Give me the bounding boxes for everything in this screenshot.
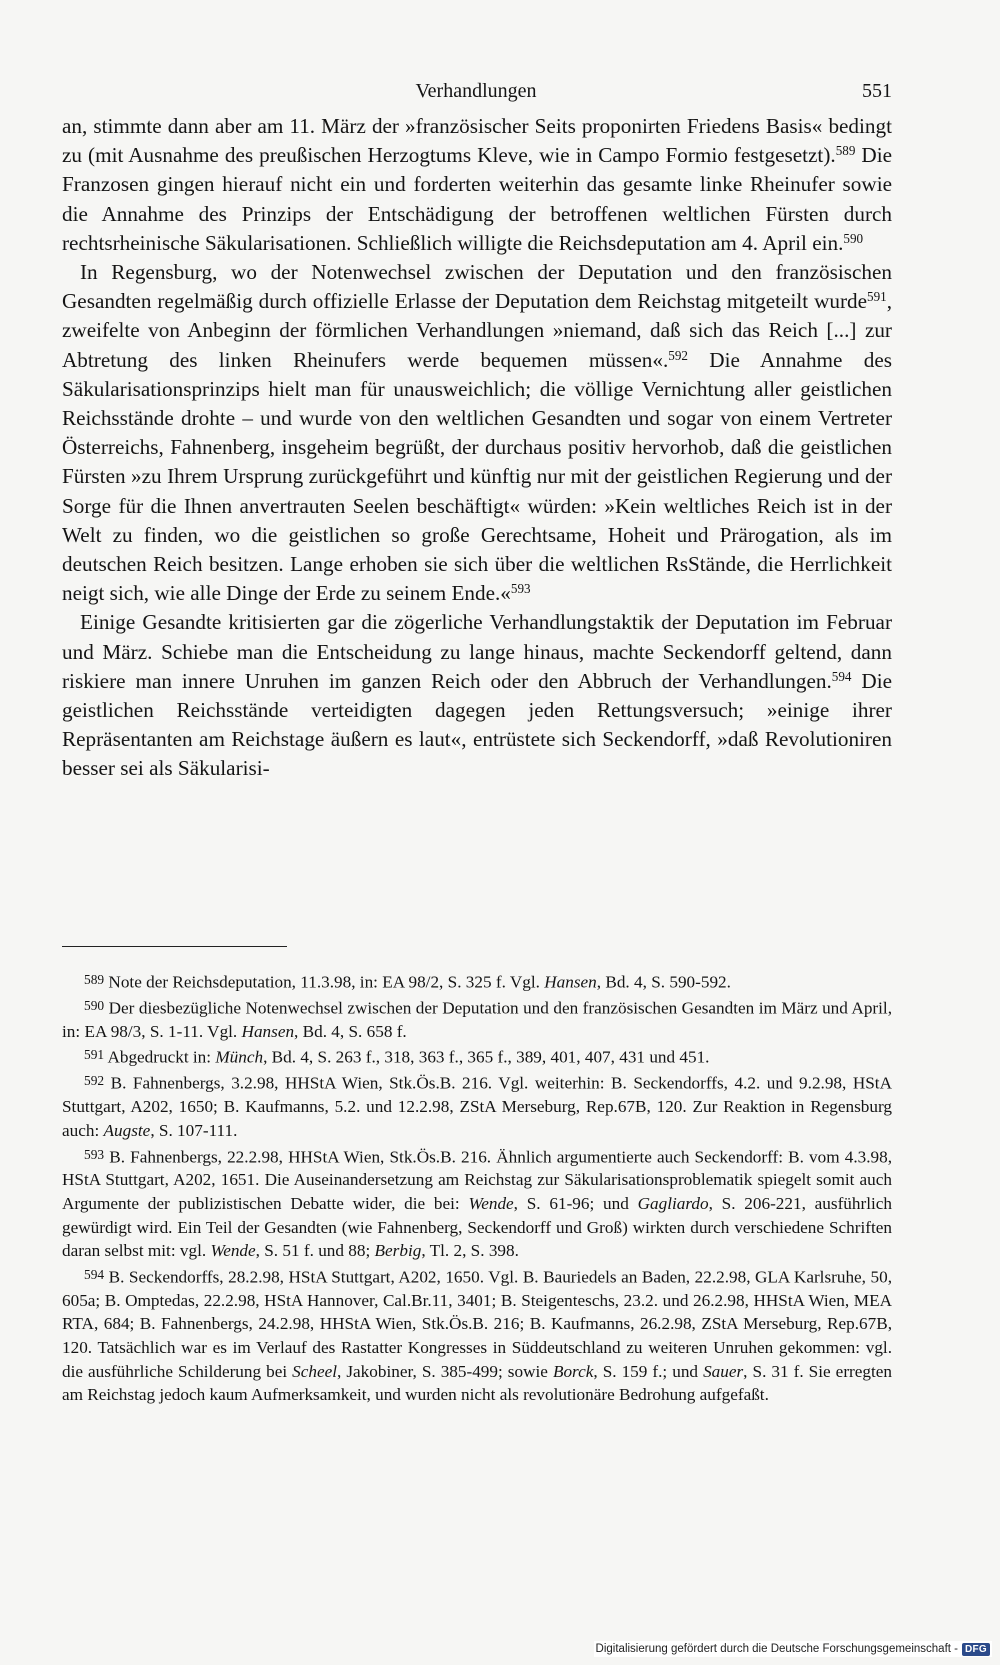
text-run: Die Annahme des Säkularisationsprinzips hielt man für unausweichlich; die völlige Vernichtung aller geistlichen Reichsstände drohte – und wurde von den weltlichen Gesandten und sogar von einem Vertreter Österreichs, Fahnenberg, insgeheim begrüßt, der durchaus positiv hervorhob, daß die geistlichen Fürsten »zu Ihrem Ursprung zurückgeführt und künftig nur mit der geistlichen Regierung und der Sorge für die Ihnen anvertrauten Seelen beschäftigt« würden: »Kein weltliches Reich ist in der Welt zu finden, wo die geistlichen so große Gerechtsame, Hoheit und Prärogation, als im deutschen Reich besitzen. Lange erhoben sie sich über die weltlichen RsStände, die Herrlichkeit neigt sich, wie alle Dinge der Erde zu seinem Ende.« xyxy=(62,347,892,606)
running-title: Verhandlungen xyxy=(415,80,537,102)
author-citation: Hansen xyxy=(241,1021,295,1041)
text-run: , S. 107-111. xyxy=(150,1120,238,1140)
text-run: , Bd. 4, S. 590-592. xyxy=(596,972,731,992)
footnote-593 xyxy=(62,1143,892,1263)
author-citation: Hansen xyxy=(544,972,597,992)
footnote-number: 594 xyxy=(84,1266,105,1282)
paragraph-3 xyxy=(62,608,892,783)
footnote-594 xyxy=(62,1263,892,1407)
text-run: Die Franzosen gingen hierauf nicht ein und forderten weiterhin das gesamte linke Rheinufer sowie die Annahme des Prinzips der Entschädigung der betroffenen weltlichen Fürsten durch rechtsrheinische Säkularisationen. Schließlich willigte die Reichsdeputation am 4. April ein. xyxy=(62,143,893,255)
page-header xyxy=(60,80,892,108)
text-run: B. Fahnenbergs, 22.2.98, HHStA Wien, Stk.Ös.B. 216. Ähnlich argumentierte auch Seckendorff: B. vom 4.3.98, HStA Stuttgart, A202, 1651. Die Auseinandersetzung am Reichstag zur Säkularisationsproblematik spiegelt somit auch Argumente der publizistischen Debatte wider, die bei: xyxy=(62,1146,892,1214)
author-citation: Gagliardo xyxy=(637,1194,709,1214)
footnote-number: 593 xyxy=(84,1146,105,1162)
funding-banner xyxy=(594,1641,992,1657)
author-citation: Scheel xyxy=(292,1361,338,1381)
text-run: In Regensburg, wo der Notenwechsel zwischen der Deputation und den französischen Gesandten regelmäßig durch offizielle Erlasse der Deputation dem Reichstag mitgeteilt wurde xyxy=(62,260,892,314)
page-number: 551 xyxy=(862,80,892,102)
footnote-number: 590 xyxy=(84,997,105,1013)
text-run: Einige Gesandte kritisierten gar die zögerliche Verhandlungstaktik der Deputation im Februar und März. Schiebe man die Entscheidung zu lange hinaus, machte Seckendorff geltend, dann riskiere man innere Unruhen im ganzen Reich oder den Abbruch der Verhandlungen. xyxy=(62,610,892,693)
text-run: , Bd. 4, S. 263 f., 318, 363 f., 365 f., 389, 401, 407, 431 und 451. xyxy=(263,1047,710,1067)
author-citation: Borck xyxy=(552,1361,594,1381)
author-citation: Münch xyxy=(215,1047,264,1067)
footnote-divider xyxy=(62,946,287,947)
footnote-ref-590[interactable]: 590 xyxy=(843,230,864,246)
text-run: , S. 51 f. und 88; xyxy=(255,1241,375,1261)
text-run: Der diesbezügliche Notenwechsel zwischen der Deputation und den französischen Gesandten im März und April, in: EA 98/3, S. 1-11. Vgl. xyxy=(62,998,892,1041)
footnote-ref-589[interactable]: 589 xyxy=(835,142,856,158)
author-citation: Augste xyxy=(103,1120,151,1140)
text-run: Abgedruckt in: xyxy=(104,1047,216,1067)
footnotes xyxy=(62,968,892,1407)
funding-text: Digitalisierung gefördert durch die Deutsche Forschungsgemeinschaft - xyxy=(595,1643,958,1655)
footnote-ref-592[interactable]: 592 xyxy=(668,347,688,363)
text-run: Die geistlichen Reichsstände verteidigten dagegen jeden Rettungsversuch; »einige ihrer Repräsentanten am Reichstage äußern es laut«, entrüstete sich Seckendorff, »daß Revolutioniren besser sei als Säkularisi- xyxy=(62,668,893,781)
footnote-number: 589 xyxy=(84,972,105,987)
text-run: , S. 31 f. Sie erregten am Reichstag jedoch kaum Aufmerksamkeit, und wurden nicht als revolutionäre Bedrohung aufgefaßt. xyxy=(62,1361,892,1405)
footnote-ref-591[interactable]: 591 xyxy=(867,289,887,304)
footnote-ref-594[interactable]: 594 xyxy=(831,668,852,684)
text-run: , zweifelte von Anbeginn der förmlichen Verhandlungen »niemand, daß sich das Reich [...] zur Abtretung des linken Rheinufers werde bequemen müssen«. xyxy=(62,289,892,372)
text-run: , S. 159 f.; und xyxy=(593,1361,704,1381)
footnote-592 xyxy=(62,1069,892,1142)
text-run: B. Seckendorffs, 28.2.98, HStA Stuttgart, A202, 1650. Vgl. B. Bauriedels an Baden, 22.2.98, GLA Karlsruhe, 50, 605a; B. Omptedas, 22.2.98, HStA Hannover, Cal.Br.11, 3401; B. Steigenteschs, 23.2. und 26.2.98, HHStA Wien, MEA RTA, 684; B. Fahnenbergs, 24.2.98, HHStA Wien, Stk.Ös.B. 216; B. Kaufmanns, 26.2.98, ZStA Merseburg, Rep.67B, 120. Tatsächlich war es im Verlauf des Rastatter Kongresses in Süddeutschland zu weiteren Unruhen gekommen: vgl. die ausführliche Schilderung bei xyxy=(62,1267,892,1381)
footnote-ref-593[interactable]: 593 xyxy=(510,581,531,597)
text-run: , Tl. 2, S. 398. xyxy=(421,1241,519,1261)
text-run: , Jakobiner, S. 385-499; sowie xyxy=(337,1361,553,1381)
footnote-591 xyxy=(62,1043,892,1069)
footnote-590 xyxy=(62,994,892,1044)
paragraph-1 xyxy=(62,112,892,258)
author-citation: Wende xyxy=(468,1194,514,1214)
text-run: , Bd. 4, S. 658 f. xyxy=(294,1021,407,1041)
footnote-589 xyxy=(62,968,892,994)
footnote-number: 591 xyxy=(84,1047,105,1063)
main-text xyxy=(62,112,892,784)
author-citation: Berbig xyxy=(374,1241,422,1261)
paragraph-2 xyxy=(62,258,892,608)
author-citation: Wende xyxy=(210,1241,256,1261)
text-run: an, stimmte dann aber am 11. März der »französischer Seits proponirten Friedens Basis« bedingt zu (mit Ausnahme des preußischen Herzogtums Kleve, wie in Campo Formio festgesetzt). xyxy=(62,114,892,168)
text-run: Note der Reichsdeputation, 11.3.98, in: EA 98/2, S. 325 f. Vgl. xyxy=(104,972,545,992)
text-run: , S. 206-221, ausführlich gewürdigt wird. Ein Teil der Gesandten (wie Fahnenberg, Seckendorff und Groß) wirkten durch verschiedene Schriften daran selbst mit: vgl. xyxy=(62,1194,892,1261)
text-run: B. Fahnenbergs, 3.2.98, HHStA Wien, Stk.Ös.B. 216. Vgl. weiterhin: B. Seckendorffs, 4.2. und 9.2.98, HStA Stuttgart, A202, 1650; B. Kaufmanns, 5.2. und 12.2.98, ZStA Merseburg, Rep.67B, 120. Zur Reaktion in Regensburg auch: xyxy=(62,1073,892,1140)
author-citation: Sauer xyxy=(703,1361,744,1381)
text-run: , S. 61-96; und xyxy=(513,1194,638,1214)
dfg-logo-icon: DFG xyxy=(962,1643,990,1656)
footnote-number: 592 xyxy=(84,1073,105,1089)
